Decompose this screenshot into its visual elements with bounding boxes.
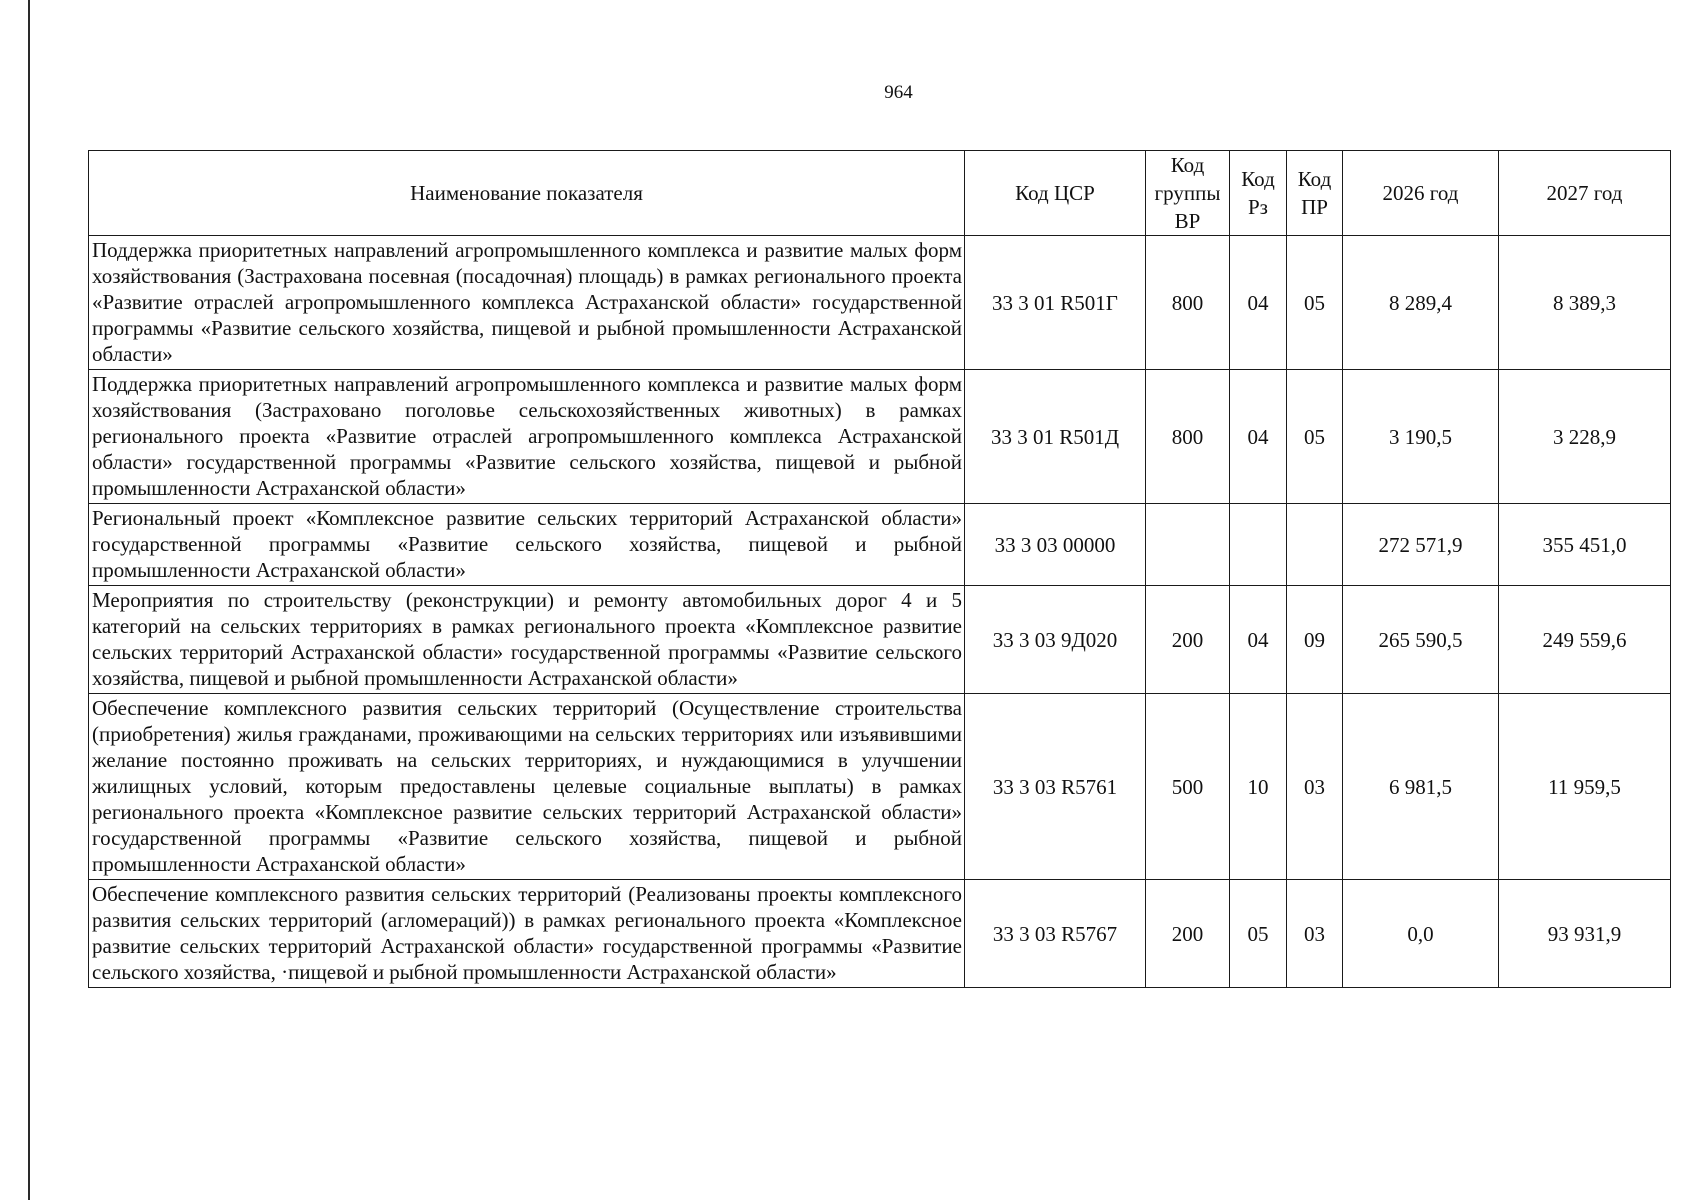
table-row xyxy=(89,586,1671,694)
row-value-2027: 355 451,0 xyxy=(1499,504,1671,586)
row-value-2026: 6 981,5 xyxy=(1343,694,1499,880)
row-csr-code: 33 3 03 9Д020 xyxy=(965,586,1146,694)
row-csr-code: 33 3 01 R501Г xyxy=(965,236,1146,370)
budget-table-container xyxy=(88,150,1670,988)
table-row xyxy=(89,880,1671,988)
header-name: Наименование показателя xyxy=(89,151,965,236)
row-name: Обеспечение комплексного развития сельских территорий (Реализованы проекты комплексного развития сельских территорий (агломераций)) в рамках регионального проекта «Комплексное развитие сельских территорий Астраханской области» государственной программы «Развитие сельского хозяйства, ·пищевой и рыбной промышленности Астраханской области» xyxy=(89,880,965,988)
row-rz-code: 04 xyxy=(1230,586,1287,694)
row-name: Мероприятия по строительству (реконструкции) и ремонту автомобильных дорог 4 и 5 категорий на сельских территориях в рамках регионального проекта «Комплексное развитие сельских территорий Астраханской области» государственной программы «Развитие сельского хозяйства, пищевой и рыбной промышленности Астраханской области» xyxy=(89,586,965,694)
header-pr-code: Код ПР xyxy=(1287,151,1343,236)
row-rz-code: 04 xyxy=(1230,370,1287,504)
table-row xyxy=(89,236,1671,370)
header-year-2027: 2027 год xyxy=(1499,151,1671,236)
row-pr-code: 03 xyxy=(1287,880,1343,988)
row-pr-code: 09 xyxy=(1287,586,1343,694)
row-csr-code: 33 3 03 R5761 xyxy=(965,694,1146,880)
row-rz-code xyxy=(1230,504,1287,586)
row-rz-code: 10 xyxy=(1230,694,1287,880)
row-pr-code xyxy=(1287,504,1343,586)
table-row xyxy=(89,370,1671,504)
row-value-2027: 8 389,3 xyxy=(1499,236,1671,370)
row-csr-code: 33 3 03 00000 xyxy=(965,504,1146,586)
budget-table xyxy=(88,150,1671,988)
header-csr-code: Код ЦСР xyxy=(965,151,1146,236)
row-vr-code xyxy=(1146,504,1230,586)
row-value-2027: 11 959,5 xyxy=(1499,694,1671,880)
table-row xyxy=(89,504,1671,586)
table-row xyxy=(89,694,1671,880)
row-vr-code: 800 xyxy=(1146,236,1230,370)
page-edge-line xyxy=(28,0,30,1200)
header-vr-group-code: Код группы ВР xyxy=(1146,151,1230,236)
header-rz-code: Код Рз xyxy=(1230,151,1287,236)
row-name: Поддержка приоритетных направлений агропромышленного комплекса и развитие малых форм хозяйствования (Застраховано поголовье сельскохозяйственных животных) в рамках регионального проекта «Развитие отраслей агропромышленного комплекса Астраханской области» государственной программы «Развитие сельского хозяйства, пищевой и рыбной промышленности Астраханской области» xyxy=(89,370,965,504)
row-vr-code: 200 xyxy=(1146,880,1230,988)
row-value-2027: 249 559,6 xyxy=(1499,586,1671,694)
row-value-2026: 8 289,4 xyxy=(1343,236,1499,370)
row-value-2026: 0,0 xyxy=(1343,880,1499,988)
row-name: Поддержка приоритетных направлений агропромышленного комплекса и развитие малых форм хозяйствования (Застрахована посевная (посадочная) площадь) в рамках регионального проекта «Развитие отраслей агропромышленного комплекса Астраханской области» государственной программы «Развитие сельского хозяйства, пищевой и рыбной промышленности Астраханской области» xyxy=(89,236,965,370)
row-csr-code: 33 3 03 R5767 xyxy=(965,880,1146,988)
row-vr-code: 500 xyxy=(1146,694,1230,880)
row-rz-code: 04 xyxy=(1230,236,1287,370)
row-vr-code: 800 xyxy=(1146,370,1230,504)
row-pr-code: 05 xyxy=(1287,370,1343,504)
table-header-row xyxy=(89,151,1671,236)
row-csr-code: 33 3 01 R501Д xyxy=(965,370,1146,504)
row-value-2027: 93 931,9 xyxy=(1499,880,1671,988)
row-value-2026: 3 190,5 xyxy=(1343,370,1499,504)
page-number: 964 xyxy=(884,82,913,103)
row-value-2026: 272 571,9 xyxy=(1343,504,1499,586)
header-year-2026: 2026 год xyxy=(1343,151,1499,236)
row-value-2026: 265 590,5 xyxy=(1343,586,1499,694)
row-pr-code: 05 xyxy=(1287,236,1343,370)
row-value-2027: 3 228,9 xyxy=(1499,370,1671,504)
row-vr-code: 200 xyxy=(1146,586,1230,694)
row-name: Региональный проект «Комплексное развитие сельских территорий Астраханской области» государственной программы «Развитие сельского хозяйства, пищевой и рыбной промышленности Астраханской области» xyxy=(89,504,965,586)
row-pr-code: 03 xyxy=(1287,694,1343,880)
row-name: Обеспечение комплексного развития сельских территорий (Осуществление строительства (приобретения) жилья гражданами, проживающими на сельских территориях или изъявившими желание постоянно проживать на сельских территориях, и нуждающимися в улучшении жилищных условий, которым предоставлены целевые социальные выплаты) в рамках регионального проекта «Комплексное развитие сельских территорий Астраханской области» государственной программы «Развитие сельского хозяйства, пищевой и рыбной промышленности Астраханской области» xyxy=(89,694,965,880)
row-rz-code: 05 xyxy=(1230,880,1287,988)
